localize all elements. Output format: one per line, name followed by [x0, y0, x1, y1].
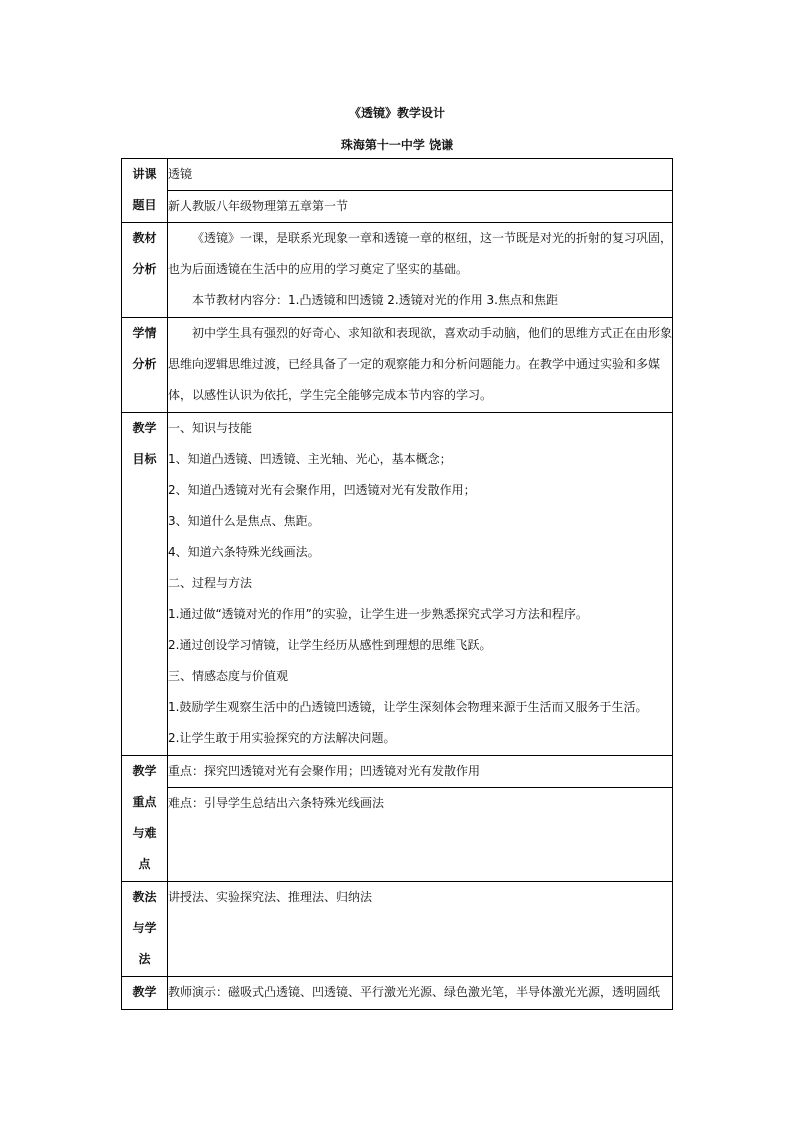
- goals-row: [122, 413, 673, 756]
- course-source-row: [122, 191, 673, 223]
- focus-label: 教学 重点 与难 点: [122, 756, 168, 882]
- focus-difficulty-row: [122, 788, 673, 882]
- equipment-row: [122, 977, 673, 1010]
- material-label: 教材 分析: [122, 223, 168, 318]
- focus-key-row: [122, 756, 673, 788]
- course-label: 讲课 题目: [122, 159, 168, 223]
- course-title: 透镜: [168, 159, 673, 191]
- document-subtitle: 珠海第十一中学 饶谦: [340, 138, 454, 152]
- goal-line: 一、知识与技能: [168, 421, 253, 435]
- course-title-row: [122, 159, 673, 191]
- material-paragraph: 《透镜》一课，是联系光现象一章和透镜一章的枢纽，这一节既是对光的折射的复习巩固，也为后面透镜在生活中的应用的学习奠定了坚实的基础。: [168, 231, 673, 276]
- goal-line: 三、情感态度与价值观: [168, 669, 289, 683]
- methods-content: 讲授法、实验探究法、推理法、归纳法: [168, 882, 673, 977]
- goal-line: 4、知道六条特殊光线画法。: [168, 545, 320, 559]
- goal-line: 2、知道凸透镜对光有会聚作用，凹透镜对光有发散作用；: [168, 483, 476, 497]
- goals-label: 教学 目标: [122, 413, 168, 756]
- students-paragraph: 初中学生具有强烈的好奇心、求知欲和表现欲，喜欢动手动脑，他们的思维方式正在由形象思维向逻辑思维过渡，已经具备了一定的观察能力和分析问题能力。在教学中通过实验和多媒体，以感性认识为依托，学生完全能够完成本节内容的学习。: [168, 326, 673, 402]
- goals-content: [168, 413, 673, 756]
- lesson-plan-table: [121, 158, 673, 1010]
- students-content: [168, 318, 673, 413]
- material-content: [168, 223, 673, 318]
- course-source: 新人教版八年级物理第五章第一节: [168, 191, 673, 223]
- goal-line: 1.通过做“透镜对光的作用”的实验，让学生进一步熟悉探究式学习方法和程序。: [168, 607, 588, 621]
- methods-label: 教法 与学 法: [122, 882, 168, 977]
- goal-line: 1.鼓励学生观察生活中的凸透镜凹透镜，让学生深刻体会物理来源于生活而又服务于生活。: [168, 700, 648, 714]
- equipment-label: 教学: [122, 977, 168, 1010]
- students-label: 学情 分析: [122, 318, 168, 413]
- material-row: [122, 223, 673, 318]
- material-paragraph: 本节教材内容分：1.凸透镜和凹透镜 2.透镜对光的作用 3.焦点和焦距: [192, 293, 558, 307]
- goal-line: 二、过程与方法: [168, 576, 253, 590]
- equipment-content: 教师演示：磁吸式凸透镜、凹透镜、平行激光光源、绿色激光笔，半导体激光光源，透明圆纸: [168, 977, 673, 1010]
- goal-line: 2.让学生敢于用实验探究的方法解决问题。: [168, 731, 396, 745]
- goal-line: 3、知道什么是焦点、焦距。: [168, 514, 320, 528]
- goal-line: 2.通过创设学习情镜，让学生经历从感性到理想的思维飞跃。: [168, 638, 492, 652]
- difficulty-point: 难点：引导学生总结出六条特殊光线画法: [168, 788, 673, 882]
- goal-line: 1、知道凸透镜、凹透镜、主光轴、光心，基本概念；: [168, 452, 452, 466]
- students-row: [122, 318, 673, 413]
- key-point: 重点：探究凹透镜对光有会聚作用；凹透镜对光有发散作用: [168, 756, 673, 788]
- document-title: 《透镜》教学设计: [348, 106, 445, 120]
- methods-row: [122, 882, 673, 977]
